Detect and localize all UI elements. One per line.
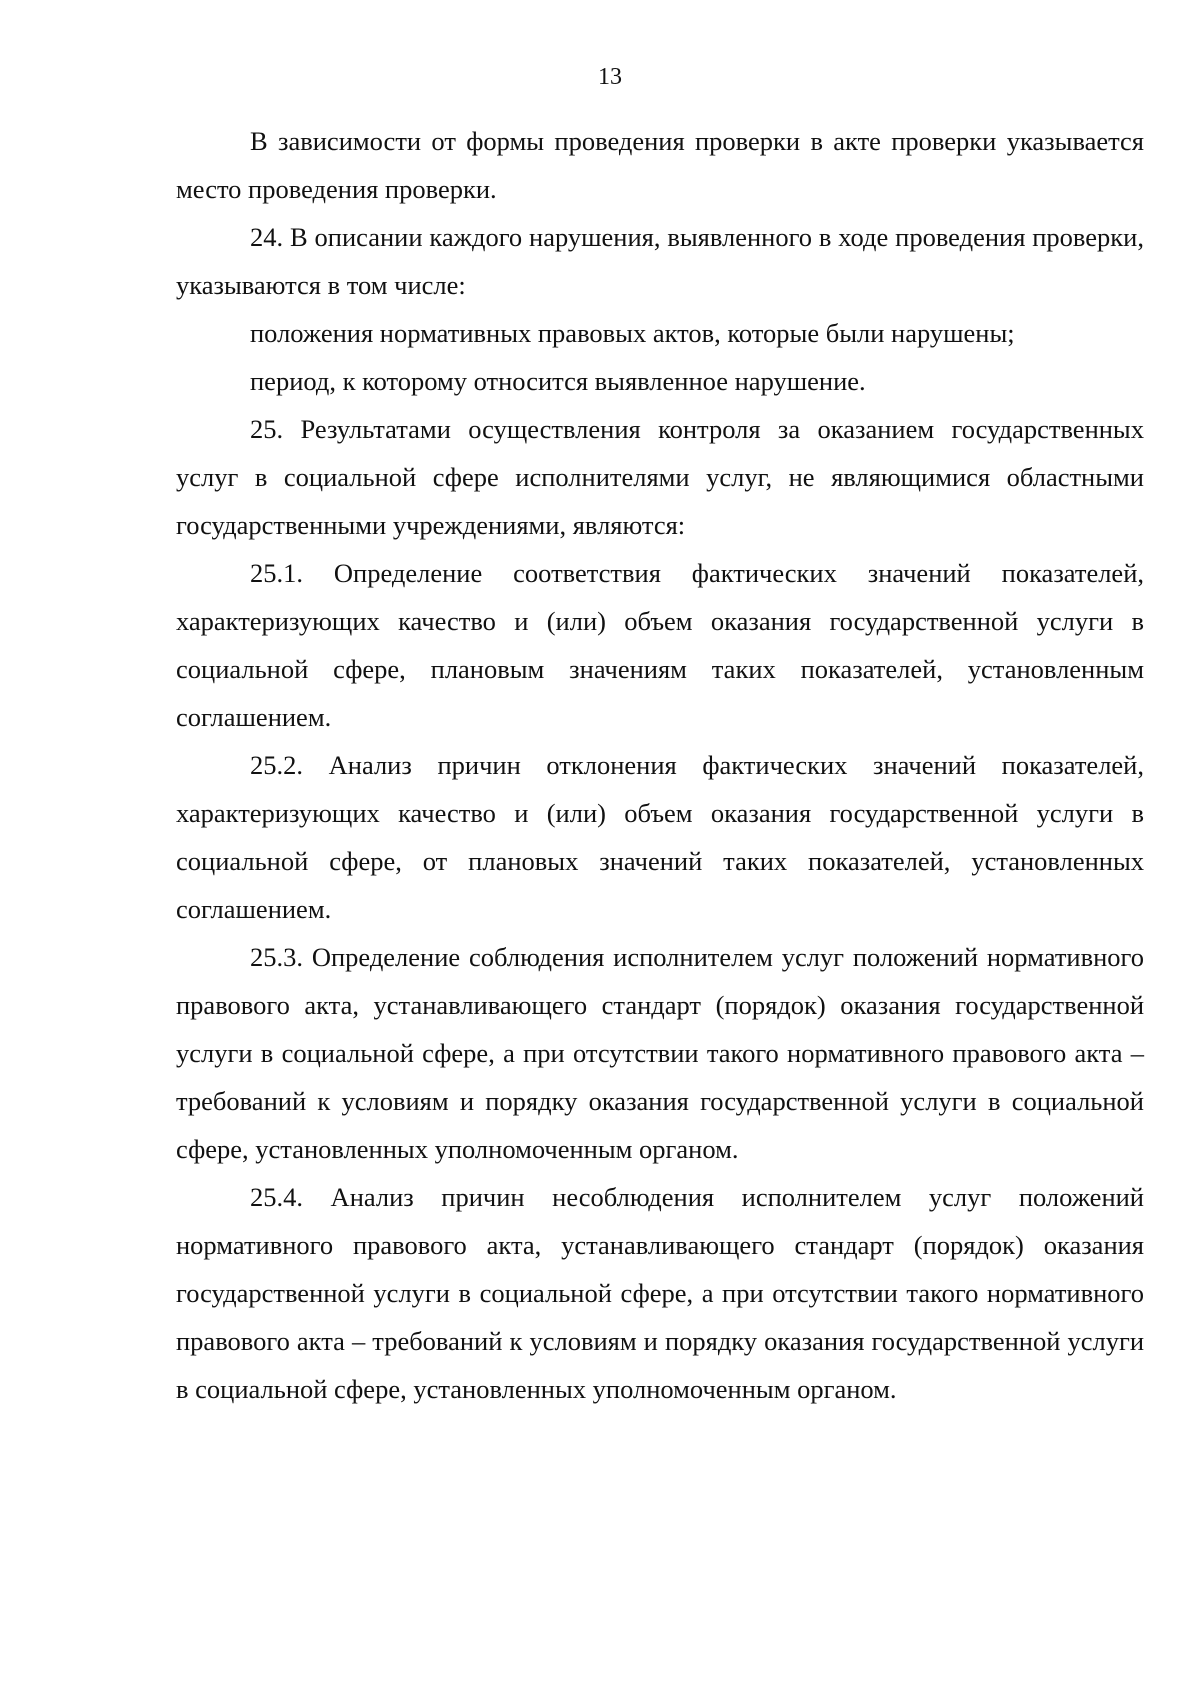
paragraph-25-1: 25.1. Определение соответствия фактических значений показателей, характеризующих качество и (или) объем оказания государственной услуги в социальной сфере, плановым значениям таких показателей, установленным соглашением. (176, 558, 1144, 732)
paragraph-25-4: 25.4. Анализ причин несоблюдения исполнителем услуг положений нормативного правового акта, устанавливающего стандарт (порядок) оказания государственной услуги в социальной сфере, а при отсутствии такого нормативного правового акта – требований к условиям и порядку оказания государственной услуги в социальной сфере, установленных уполномоченным органом. (176, 1182, 1144, 1404)
paragraph-inspection-location: В зависимости от формы проведения проверки в акте проверки указывается место проведения проверки. (176, 126, 1144, 204)
paragraph-24: 24. В описании каждого нарушения, выявленного в ходе проведения проверки, указываются в том числе: (176, 222, 1144, 300)
paragraph-25: 25. Результатами осуществления контроля за оказанием государственных услуг в социальной сфере исполнителями услуг, не являющимися областными государственными учреждениями, являются: (176, 414, 1144, 540)
document-body (176, 117, 1144, 1413)
paragraph-25-3: 25.3. Определение соблюдения исполнителем услуг положений нормативного правового акта, устанавливающего стандарт (порядок) оказания государственной услуги в социальной сфере, а при отсутствии такого нормативного правового акта – требований к условиям и порядку оказания государственной услуги в социальной сфере, установленных уполномоченным органом. (176, 942, 1144, 1164)
paragraph-24-item-period: период, к которому относится выявленное нарушение. (250, 366, 866, 396)
paragraph-25-2: 25.2. Анализ причин отклонения фактических значений показателей, характеризующих качество и (или) объем оказания государственной услуги в социальной сфере, от плановых значений таких показателей, установленных соглашением. (176, 750, 1144, 924)
page-number: 13 (598, 64, 622, 90)
paragraph-24-item-provisions: положения нормативных правовых актов, которые были нарушены; (250, 318, 1015, 348)
